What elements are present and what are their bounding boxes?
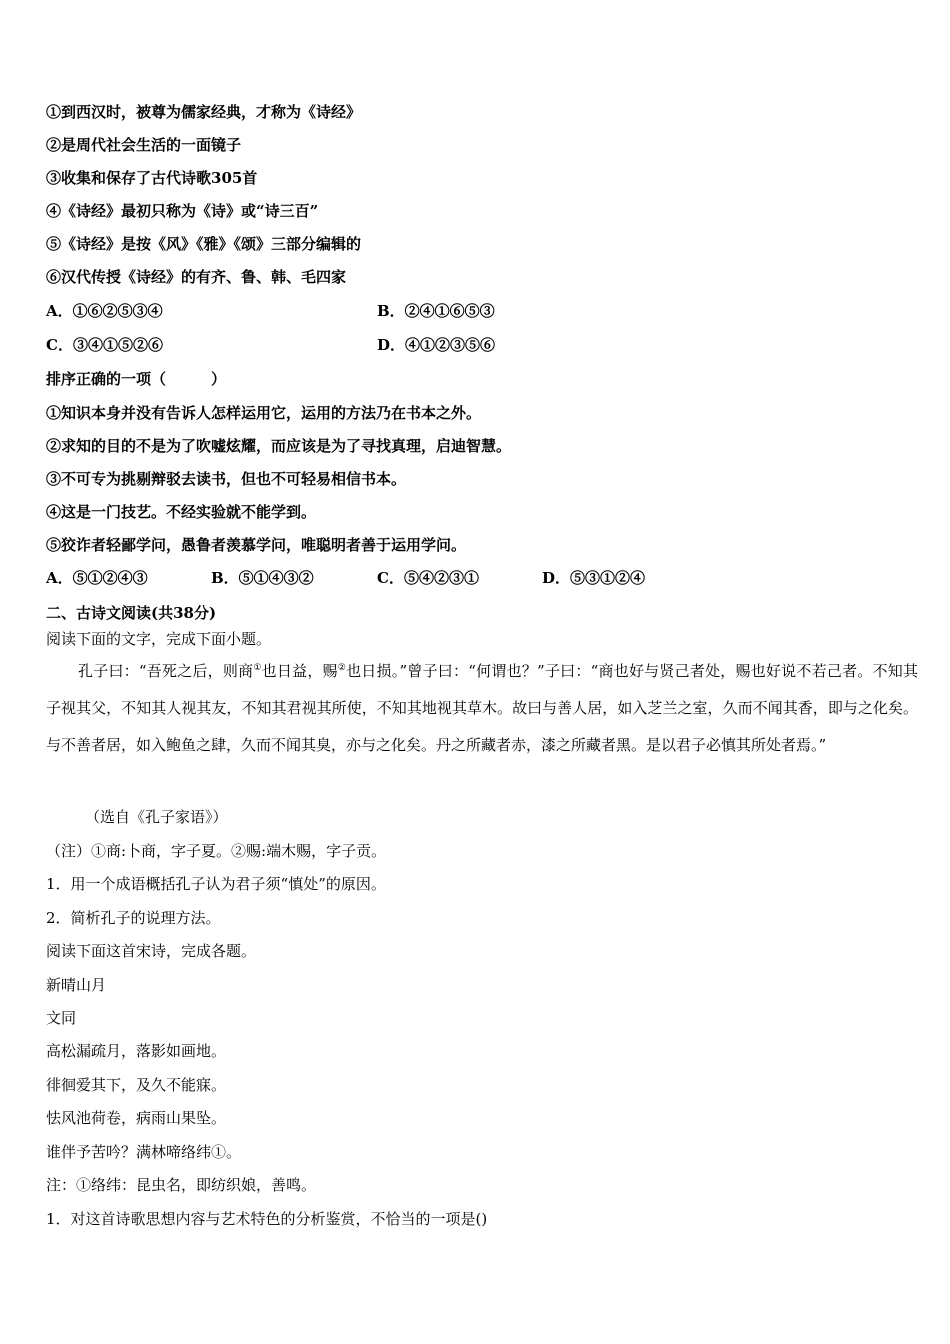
option-b: B．⑤①④③② — [211, 569, 314, 587]
order-sentence-3: ③收集和保存了古代诗歌305首 — [46, 169, 258, 187]
poem-author: 文同 — [46, 1009, 77, 1027]
order-sentence-4: ④《诗经》最初只称为《诗》或“诗三百” — [46, 202, 319, 220]
poem-line: 徘徊爱其下，及久不能寐。 — [46, 1076, 227, 1094]
passage-source: （选自《孔子家语》） — [85, 808, 228, 826]
option-a: A．①⑥②⑤③④ — [46, 302, 163, 320]
option-d: D．⑤③①②④ — [542, 569, 646, 587]
order-sentence-5: ⑤狡诈者轻鄙学问，愚鲁者羡慕学问，唯聪明者善于运用学问。 — [46, 536, 467, 554]
order-sentence-6: ⑥汉代传授《诗经》的有齐、鲁、韩、毛四家 — [46, 268, 347, 286]
poem-line: 高松漏疏月，落影如画地。 — [46, 1042, 227, 1060]
instruction: 阅读下面这首宋诗，完成各题。 — [46, 942, 257, 960]
poem-note: 注：①络纬：昆虫名，即纺织娘，善鸣。 — [46, 1176, 317, 1194]
order-sentence-4: ④这是一门技艺。不经实验就不能学到。 — [46, 503, 317, 521]
option-b: B．②④①⑥⑤③ — [377, 302, 495, 320]
option-d: D．④①②③⑤⑥ — [377, 336, 496, 354]
instruction: 阅读下面的文字，完成下面小题。 — [46, 630, 272, 648]
sub-question-2: 2．简析孔子的说理方法。 — [46, 909, 221, 927]
sub-question-1: 1．对这首诗歌思想内容与艺术特色的分析鉴赏，不恰当的一项是() — [46, 1210, 488, 1228]
order-sentence-5: ⑤《诗经》是按《风》《雅》《颂》三部分编辑的 — [46, 235, 362, 253]
poem-line: 怯风池荷卷，病雨山果坠。 — [46, 1109, 227, 1127]
section-heading: 二、古诗文阅读(共38分) — [46, 604, 217, 622]
passage-notes: （注）①商:卜商，字子夏。②赐:端木赐，字子贡。 — [46, 842, 387, 860]
order-sentence-1: ①知识本身并没有告诉人怎样运用它，运用的方法乃在书本之外。 — [46, 404, 482, 422]
order-sentence-3: ③不可专为挑剔辩驳去读书，但也不可轻易相信书本。 — [46, 470, 407, 488]
question-stem: 排序正确的一项（ ） — [46, 370, 227, 388]
option-c: C．③④①⑤②⑥ — [46, 336, 163, 354]
order-sentence-1: ①到西汉时，被尊为儒家经典，才称为《诗经》 — [46, 103, 362, 121]
order-sentence-2: ②是周代社会生活的一面镜子 — [46, 136, 242, 154]
sub-question-1: 1．用一个成语概括孔子认为君子须“慎处”的原因。 — [46, 875, 386, 893]
option-c: C．⑤④②③① — [377, 569, 479, 587]
poem-line: 谁伴予苦吟？满林啼络纬①。 — [46, 1143, 242, 1161]
poem-title: 新晴山月 — [46, 976, 107, 994]
option-a: A．⑤①②④③ — [46, 569, 148, 587]
order-sentence-2: ②求知的目的不是为了吹嘘炫耀，而应该是为了寻找真理，启迪智慧。 — [46, 437, 512, 455]
classical-passage: 孔子曰：“吾死之后，则商①也日益，赐②也日损。”曾子曰：“何谓也？”子曰：“商也好与贤己者处，赐也好说不若己者。不知其子视其父，不知其人视其友，不知其君视其所使，不知其地视其草木。故曰与善人居，如入芝兰之室，久而不闻其香，即与之化矣。与不善者居，如入鲍鱼之肆，久而不闻其臭，亦与之化矣。丹之所藏者赤，漆之所藏者黑。是以君子必慎其所处者焉。” — [46, 662, 918, 754]
